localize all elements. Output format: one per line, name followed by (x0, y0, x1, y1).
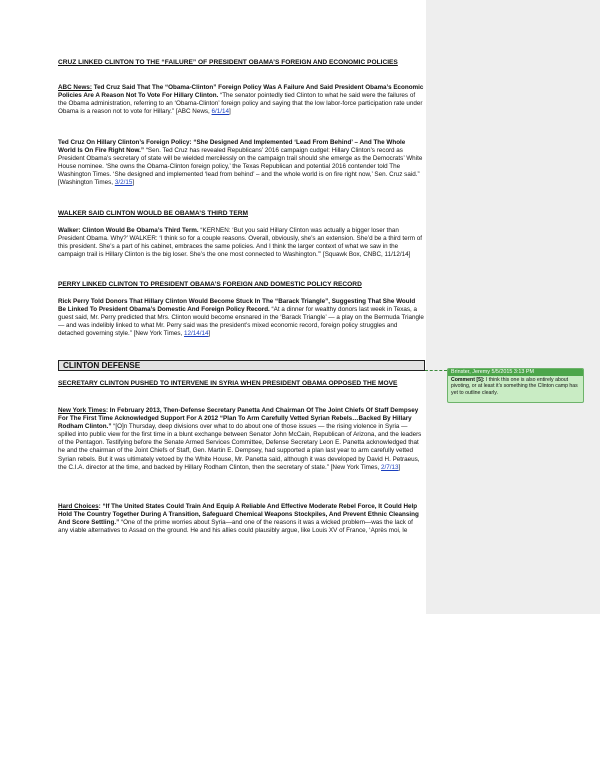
citation-link[interactable]: 6/1/14 (211, 108, 230, 116)
citation-link[interactable]: 3/2/15 (114, 179, 133, 187)
section-title-bar (58, 360, 425, 371)
paragraph-abc-news (58, 84, 424, 116)
lede: : In February 2013, Then-Defense Secretary Panetta And Chairman Of The Joint Chiefs Of Staff Dempsey For The First Time Acknowledged Support For A 2012 “Plan To Arm Carefully Vetted Syrian Rebels…Backed By Hillary Rodham Clinton.” (58, 407, 419, 431)
body-text: “At a dinner for wealthy donors last week in Texas, a guest said, Mr. Perry predicted that Mrs. Clinton would become ensnared in the ‘Barack Triangle’ — a play on the Bermuda Triangle — and was indelibly linked to what Mr. Perry said was the president’s mixed economic record, foreign policy struggles and detached governing style.” [New York Times, (58, 306, 424, 338)
comment-text: I think this one is also entirely about pivoting, or at least it’s something the Clinton camp has yet to outline clearly. (451, 377, 578, 396)
section-heading-syria: SECRETARY CLINTON PUSHED TO INTERVENE IN SYRIA WHEN PRESIDENT OBAMA OPPOSED THE MOVE (58, 380, 398, 387)
source-new-york-times: New York Times (58, 407, 106, 414)
comment-balloon[interactable] (447, 368, 584, 403)
source-abc-news: ABC News: (58, 84, 92, 91)
paragraph-hard-choices (58, 503, 424, 535)
lede: Rick Perry Told Donors That Hillary Clinton Would Become Stuck In The “Barack Triangle”, Suggesting That She Would Be Linked To President Obama’s Domestic And Foreign Policy Record. (58, 298, 416, 314)
comment-connector-line (425, 370, 447, 372)
source-hard-choices: Hard Choices (58, 503, 99, 510)
comment-label: Comment [5]: (451, 377, 485, 383)
closing-bracket: ] (132, 179, 135, 187)
comment-margin-pane (426, 0, 600, 614)
closing-bracket: ] (229, 108, 231, 116)
paragraph-perry (58, 298, 424, 338)
paragraph-walker (58, 227, 424, 259)
citation-link[interactable]: 2/7/13 (381, 463, 399, 471)
section-heading-walker: WALKER SAID CLINTON WOULD BE OBAMA’S THIRD TERM (58, 210, 248, 217)
comment-author: Brinster, Jeremy 5/5/2015 3:13 PM (448, 369, 583, 376)
paragraph-nyt-syria (58, 407, 424, 472)
lede: Walker: Clinton Would Be Obama’s Third Term. (58, 227, 199, 234)
section-title: CLINTON DEFENSE (63, 361, 141, 370)
body-text: “KERNEN: ‘But you said Hillary Clinton was actually a bigger loser than President Obama. Why?’ WALKER: ‘I think so for a couple reasons. Overall, obviously, she’s an extension. She’d be a third term of this president. She’s a part of his cabinet, embraces the same policies. And I think the larger context of what we saw in the campaign trail is Hillary Clinton is the big loser. She’s the one most connected to Washington.’” [Squawk Box, CNBC, 11/12/14] (58, 227, 422, 259)
body-text: “The senator pointedly tied Clinton to what he said were the failures of the Obama administration, referring to an ‘Obama-Clinton’ foreign policy and saying that the low labor-force participation rate under Obama is a reason not to vote for Hillary.” [ABC News, (58, 92, 423, 116)
citation-link[interactable]: 12/14/14 (184, 330, 209, 338)
lede: : “If The United States Could Train And Equip A Reliable And Effective Moderate Rebel Force, It Could Help Hold The Country Together During A Transition, Safeguard Chemical Weapons Stockpiles, And Prevent Ethnic Cleansing And Score Settling.” (58, 503, 419, 527)
closing-bracket: ] (208, 330, 211, 338)
lede: Ted Cruz On Hillary Clinton’s Foreign Policy: “She Designed And Implemented ‘Lead From Behind’ – And The Whole World Is On Fire Right Now.” (58, 139, 406, 155)
paragraph-cruz-foreign-policy (58, 139, 424, 188)
section-heading-perry: PERRY LINKED CLINTON TO PRESIDENT OBAMA’S FOREIGN AND DOMESTIC POLICY RECORD (58, 281, 362, 288)
body-text: “Sen. Ted Cruz has revealed Republicans’ 2016 campaign cudgel: Hillary Clinton’s record as President Obama’s secretary of state will be wielded mercilessly on the campaign trail should she emerge as the Democrats’ White House nominee. ‘She owns the Obama-Clinton foreign policy,’ the Texas Republican and potential 2016 contender told The Washington Times. ‘She designed and implemented ‘lead from behind’ – and the whole world is on fire right now,’ Sen. Cruz said.” [Washington Times, (58, 147, 423, 187)
comment-body (448, 376, 583, 397)
body-text: “One of the prime worries about Syria—and one of the reasons it was a wicked problem—was the lack of any viable alternatives to Assad on the ground. He and his allies could plausibly argue, like Louis XV of France, ‘Après moi, le (58, 519, 413, 535)
section-heading-cruz: CRUZ LINKED CLINTON TO THE “FAILURE” OF PRESIDENT OBAMA’S FOREIGN AND ECONOMIC POLICIES (58, 59, 398, 66)
lede: Ted Cruz Said That The “Obama-Clinton” Foreign Policy Was A Failure And Said President Obama’s Economic Policies Are A Reason Not To Vote For Hillary Clinton. (58, 84, 424, 100)
closing-bracket: ] (398, 463, 401, 471)
body-text: “[O]n Thursday, deep divisions over what to do about one of those issues — the rising violence in Syria — spilled into public view for the first time in a blunt exchange between Senator John McCain, Republican of Arizona, and the leaders of the Pentagon. Testifying before the Senate Armed Services Committee, Defense Secretary Leon E. Panetta acknowledged that he and the chairman of the Joint Chiefs of Staff, Gen. Martin E. Dempsey, had supported a plan last year to arm carefully vetted Syrian rebels. But it was ultimately vetoed by the White House, Mr. Panetta said, although it was developed by David H. Petraeus, the C.I.A. director at the time, and backed by Hillary Rodham Clinton, then the secretary of state.” [New York Times, (58, 423, 422, 471)
